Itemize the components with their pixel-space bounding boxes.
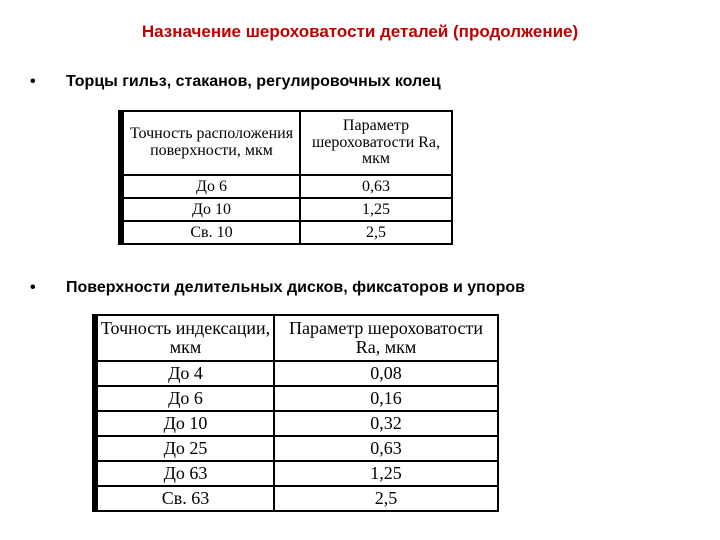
table-cell: Св. 63 — [97, 486, 274, 511]
roughness-table-discs-wrapper — [92, 314, 499, 512]
table-row — [123, 221, 452, 244]
table-cell: 0,63 — [274, 436, 498, 461]
roughness-table-discs — [96, 314, 499, 512]
table-row — [97, 461, 498, 486]
bullet-icon: • — [30, 73, 36, 90]
table-row — [97, 411, 498, 436]
bullet-icon: • — [30, 279, 36, 296]
table-cell: 0,32 — [274, 411, 498, 436]
table-cell: До 10 — [123, 198, 300, 221]
table-row — [97, 486, 498, 511]
table-row — [97, 386, 498, 411]
table-cell: 2,5 — [274, 486, 498, 511]
table-cell: 1,25 — [274, 461, 498, 486]
table-cell: До 63 — [97, 461, 274, 486]
bullet-label: Поверхности делительных дисков, фиксаторов и упоров — [66, 279, 525, 296]
table-row — [97, 361, 498, 386]
table-header-cell: Точность индексации, мкм — [97, 315, 274, 361]
table-cell: 0,16 — [274, 386, 498, 411]
table-row — [97, 436, 498, 461]
bullet-item-index-discs — [30, 279, 525, 297]
table-cell: До 6 — [123, 175, 300, 198]
table-row — [123, 198, 452, 221]
table-row — [123, 175, 452, 198]
table-header-cell: Параметр шероховатости Ra, мкм — [300, 111, 452, 175]
roughness-table-sleeves — [122, 110, 453, 245]
bullet-item-sleeve-ends — [30, 73, 441, 91]
table-header-cell: Параметр шероховатости Ra, мкм — [274, 315, 498, 361]
table-cell: До 25 — [97, 436, 274, 461]
table-cell: До 6 — [97, 386, 274, 411]
page-title: Назначение шероховатости деталей (продолжение) — [141, 22, 579, 41]
table-cell: Св. 10 — [123, 221, 300, 244]
table-header-row — [97, 315, 498, 361]
table-cell: До 4 — [97, 361, 274, 386]
table-cell: 1,25 — [300, 198, 452, 221]
bullet-label: Торцы гильз, стаканов, регулировочных колец — [66, 73, 441, 90]
roughness-table-sleeves-wrapper — [118, 110, 453, 245]
table-cell: 0,63 — [300, 175, 452, 198]
table-cell: 0,08 — [274, 361, 498, 386]
table-header-row — [123, 111, 452, 175]
table-cell: До 10 — [97, 411, 274, 436]
table-cell: 2,5 — [300, 221, 452, 244]
table-header-cell: Точность расположения поверхности, мкм — [123, 111, 300, 175]
